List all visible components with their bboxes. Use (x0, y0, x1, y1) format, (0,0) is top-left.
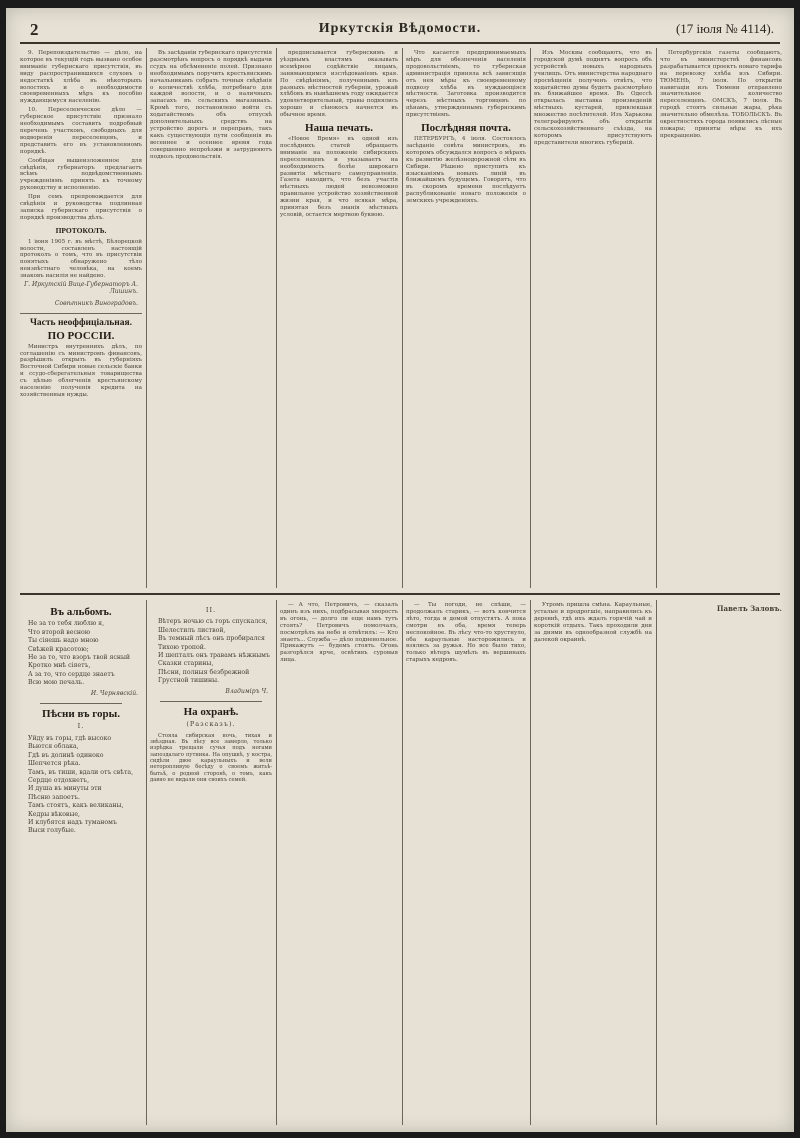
column-3-upper (280, 50, 398, 590)
poem-part-number: II. (205, 606, 217, 614)
poem-line: Шелестилъ листвой, (158, 626, 226, 634)
column-2-upper (150, 50, 272, 590)
story-paragraph: — А что, Петровичъ, — сказалъ одинъ изъ нихъ, подбрасывая хворостъ въ огонь, — долго ли еще намъ тутъ стоять? Петровичъ помолчалъ, посмотрѣлъ на небо и отвѣтилъ: — Кто знаетъ... Служба — дѣло подневольное. Прикажутъ — будемъ стоять. Огонь разгорѣлся ярче, освѣтивъ суровыя лица. (280, 602, 398, 664)
article-paragraph: предписывается губернскимъ и уѣзднымъ властямъ оказывать всемѣрное содѣйствіе лицамъ, занимающимся изслѣдованіемъ края. По свѣдѣніямъ, полученнымъ изъ разныхъ мѣстностей губерніи, урожай хлѣбовъ въ нынѣшнемъ году ожидается удовлетворительный, травы поднялись хорошо и сѣнокосъ начнется въ обычное время. (280, 50, 398, 119)
column-divider (402, 600, 403, 1125)
poem-title-album: Въ альбомъ. (50, 606, 112, 618)
column-divider (276, 600, 277, 1125)
newspaper-page (6, 8, 794, 1132)
poem-line: Всю мою печаль. (28, 679, 85, 687)
column-divider (276, 48, 277, 588)
poem-part-number: I. (77, 722, 85, 731)
poem-line: И шепталъ онъ травамъ нѣжнымъ (158, 652, 270, 660)
article-paragraph: Петербургскія газеты сообщаютъ, что въ министерствѣ финансовъ разрабатывается проектъ новаго тарифа на перевозку хлѣба изъ Сибири. ТЮМЕНЬ, 7 іюля. По открытіи навигаціи изъ Тюмени отправлено значительное количество переселенцевъ. ОМСКЪ, 7 іюля. Въ городѣ стоятъ сильные жары, рѣка значительно обмелѣла. ТОБОЛЬСКЪ. Въ окрестностяхъ города появились лѣсные пожары; приняты мѣры къ ихъ прекращенію. (660, 50, 782, 139)
column-divider (402, 48, 403, 588)
poem-line: Вѣтеръ ночью съ горъ спускался, (158, 618, 268, 626)
story-divider (160, 701, 262, 702)
newspaper-title: Иркутскія Вѣдомости. (318, 21, 482, 36)
signature-vice-governor: Г. Иркутскій Вице-Губернаторъ А. Лишинъ. (24, 281, 138, 295)
article-paragraph: Сообщая вышеизложенное для свѣдѣнія, губернаторъ предлагаетъ всѣмъ подвѣдомственнымъ учрежденіямъ принять къ точному руководству и исполненію. (20, 157, 142, 192)
section-russia: ПО РОССІИ. (47, 329, 115, 342)
poem-line: Тамъ, въ тиши, вдали отъ свѣта, (28, 768, 134, 776)
section-last-mail: Послѣдняя почта. (421, 122, 511, 135)
column-divider (530, 600, 531, 1125)
poem-divider (40, 703, 122, 704)
poem-line: И клубятся надъ туманомъ (28, 818, 117, 826)
page-number: 2 (30, 20, 39, 39)
story-column-6 (660, 602, 782, 1124)
poem-line: Уйду въ горы, гдѣ высоко (28, 734, 112, 742)
article-paragraph: Въ засѣданіи губернскаго присутствія разсмотрѣнъ вопросъ о порядкѣ выдачи ссудъ на обсѣмененіе полей. Признано необходимымъ поручить крестьянскимъ начальникамъ собрать точныя свѣдѣнія о количествѣ хлѣба, потребнаго для каждой волости, и о наличныхъ запасахъ въ сельскихъ магазинахъ. Кромѣ того, постановлено войти съ ходатайствомъ объ отпускѣ дополнительныхъ средствъ на устройство дорогъ и переправъ, такъ какъ существующія пути сообщенія въ весеннее и осеннее время года совершенно непроѣзжи и затрудняютъ подвозъ продовольствія. (150, 50, 272, 160)
story-paragraph: Стояла сибирская ночь, тихая и звѣздная. Въ лѣсу все замерло, только изрѣдка трещали сучья подъ ногами запоздалаго путника. На опушкѣ, у костра, сидѣли двое караульныхъ и вели неторопливую бесѣду о своемъ житьѣ-бытьѣ, о родной сторонѣ, о томъ, какъ давно не видали они своихъ семей. (150, 732, 272, 783)
story-author: Павелъ Заловъ. (716, 604, 782, 613)
poem-author: Владиміръ Ч. (225, 687, 268, 695)
story-title: На охранѣ. (183, 706, 239, 719)
poem-line: Ты сіяешь надо мною (28, 637, 99, 645)
poetry-column-2 (150, 602, 272, 1124)
poem-line: Тамъ стоятъ, какъ великаны, (28, 802, 124, 810)
fold-divider (20, 593, 780, 595)
poem-line: Сердце отдохнетъ, (28, 776, 90, 784)
poem-line: Пѣсню запоетъ. (28, 793, 80, 801)
story-column-4 (406, 602, 526, 1124)
column-6-upper (660, 50, 782, 590)
section-unofficial: Часть неоффиціальная. (29, 317, 133, 328)
column-divider (656, 48, 657, 588)
article-paragraph: 10. Переселенческое дѣло — губернское присутствіе признало необходимымъ составить подробный перечень участковъ, свободныхъ для водворенія переселенцевъ, и представить его въ установленномъ порядкѣ. (20, 107, 142, 155)
article-paragraph: Изъ Москвы сообщаютъ, что въ городской думѣ поднятъ вопросъ объ устройствѣ новыхъ народныхъ училищъ. Отъ министерства народнаго просвѣщенія полученъ отвѣтъ, что ходатайство думы будетъ разсмотрѣно въ ближайшее время. Въ Одессѣ открылась выставка произведеній мѣстныхъ кустарей, привлекшая множество посѣтителей. Изъ Харькова телеграфируютъ объ открытіи сельскохозяйственнаго съѣзда, на которомъ присутствуютъ представители многихъ губерній. (534, 50, 652, 146)
protocol-text: 1 іюня 1905 г. въ мѣстѣ, Бѣлорецкой волости, составленъ настоящій протоколъ о томъ, что въ присутствіи понятыхъ обнаружено тѣло неизвѣстнаго человѣка, на коемъ знаковъ насилія не найдено. (20, 238, 142, 280)
poem-line: Шепчется рѣка. (28, 760, 81, 768)
poem-line: Гдѣ въ долинѣ одиноко (28, 751, 104, 759)
poem-line: Кротко мнѣ сіяетъ, (28, 662, 91, 670)
column-4-upper (406, 50, 526, 590)
section-our-press: Наша печать. (305, 122, 373, 135)
poem-line: Пѣсни, полныя безбрежной (158, 668, 250, 676)
page-header (20, 16, 780, 44)
article-paragraph: При семъ препровождается для свѣдѣнія и руководства подлинная записка губернскаго присутствія о порядкѣ производства дѣлъ. (20, 194, 142, 221)
poem-line: Тихою тропой. (158, 643, 206, 651)
poem-line: Вьются облака, (28, 743, 79, 751)
poem-line: Свѣжей красотою; (28, 645, 89, 653)
poem-author: И. Чернявскій. (90, 689, 138, 697)
poem-line: Кедры вѣковые, (28, 810, 80, 818)
poem-line: Сказки старины, (158, 660, 214, 668)
article-paragraph: 9. Перепоиздательство — дѣло, на которое въ текущій годъ вызвано особое вниманіе губернскаго присутствія, въ виду распространившихся слуховъ о недостаткѣ хлѣба въ нѣкоторыхъ волостяхъ и о необходимости своевременныхъ мѣръ къ пособію нуждающемуся населенію. (20, 50, 142, 105)
column-divider (146, 48, 147, 588)
protocol-title: ПРОТОКОЛЪ. (55, 225, 107, 235)
poem-line: Грустной тишины. (158, 677, 219, 685)
poem-line: Не за то тебя люблю я, (28, 620, 105, 628)
column-5-upper (534, 50, 652, 590)
column-divider (146, 600, 147, 1125)
poem-line: Не за то, что взоръ твой ясный (28, 654, 131, 662)
column-divider (530, 48, 531, 588)
poem-line: И душа въ минуты эти (28, 785, 102, 793)
poem-line: Выси голубые. (28, 827, 76, 835)
story-column-5 (534, 602, 652, 1124)
article-paragraph: Министръ внутреннихъ дѣлъ, по соглашенію съ министромъ финансовъ, разрѣшилъ открыть въ губерніяхъ Восточной Сибири новые сельскіе банки и ссудо-сберегательныя товарищества съ цѣлью облегченія крестьянскому населенію полученія кредита на хозяйственныя нужды. (20, 343, 142, 398)
poem-title-mountains: Пѣсни въ горы. (42, 708, 120, 721)
column-divider (656, 600, 657, 1125)
issue-date: (17 іюля № 4114). (675, 21, 774, 36)
article-paragraph: Что касается предпринимаемыхъ мѣръ для обезпеченія населенія продовольствіемъ, то губернская администрація приняла всѣ зависящія отъ нея мѣры къ своевременному подвозу хлѣба въ нуждающіяся мѣстности. Заготовка производится черезъ мѣстныхъ торговцевъ по цѣнамъ, утвержденнымъ губернскимъ присутствіемъ. (406, 50, 526, 119)
poem-line: А за то, что сердце знаетъ (28, 670, 115, 678)
poem-line: Что второй весною (28, 628, 91, 636)
poem-line: Въ темный лѣсъ онъ пробирался (158, 635, 265, 643)
story-column-3 (280, 602, 398, 1124)
story-paragraph: — Ты погоди, не спѣши, — продолжалъ старикъ, — вотъ кончится лѣто, тогда и домой отпустятъ. А пока смотри въ оба, время теперь неспокойное. Въ лѣсу что-то хрустнуло, оба караульные насторожились и взялись за ружья. Но все было тихо, только вѣтеръ шумѣлъ въ вершинахъ старыхъ кедровъ. (406, 602, 526, 664)
story-subtitle: (Разсказъ). (186, 720, 236, 729)
column-1-upper (20, 50, 142, 590)
story-paragraph: Утромъ пришла смѣна. Караульные, усталые и продрогшіе, направились къ деревнѣ, гдѣ ихъ ждалъ горячій чай и короткій отдыхъ. Такъ проходили дни за днями въ однообразной службѣ на далекой окраинѣ. (534, 602, 652, 643)
article-paragraph: ПЕТЕРБУРГЪ, 4 іюля. Состоялось засѣданіе совѣта министровъ, въ которомъ обсуждался вопросъ о мѣрахъ къ развитію желѣзнодорожной сѣти въ Сибири. Рѣшено приступить къ изысканіямъ новыхъ линій въ ближайшемъ будущемъ. Говорятъ, что въ скоромъ времени послѣдуетъ распубликованіе новаго положенія о земскихъ учрежденіяхъ. (406, 135, 526, 205)
signature-councillor: Совѣтникъ Виноградовъ. (54, 299, 138, 307)
poetry-column (20, 602, 142, 1124)
article-paragraph: «Новое Время» въ одной изъ послѣднихъ статей обращаетъ вниманіе на положеніе сибирскихъ переселенцевъ и указываетъ на необходимость болѣе широкаго развитія мѣстнаго самоуправленія. Газета находитъ, что безъ участія мѣстныхъ людей невозможно правильное устройство хозяйственной жизни края, и что всякая мѣра, принятая безъ знанія мѣстныхъ условій, остается мертвою буквою. (280, 135, 398, 218)
section-divider (20, 313, 142, 314)
